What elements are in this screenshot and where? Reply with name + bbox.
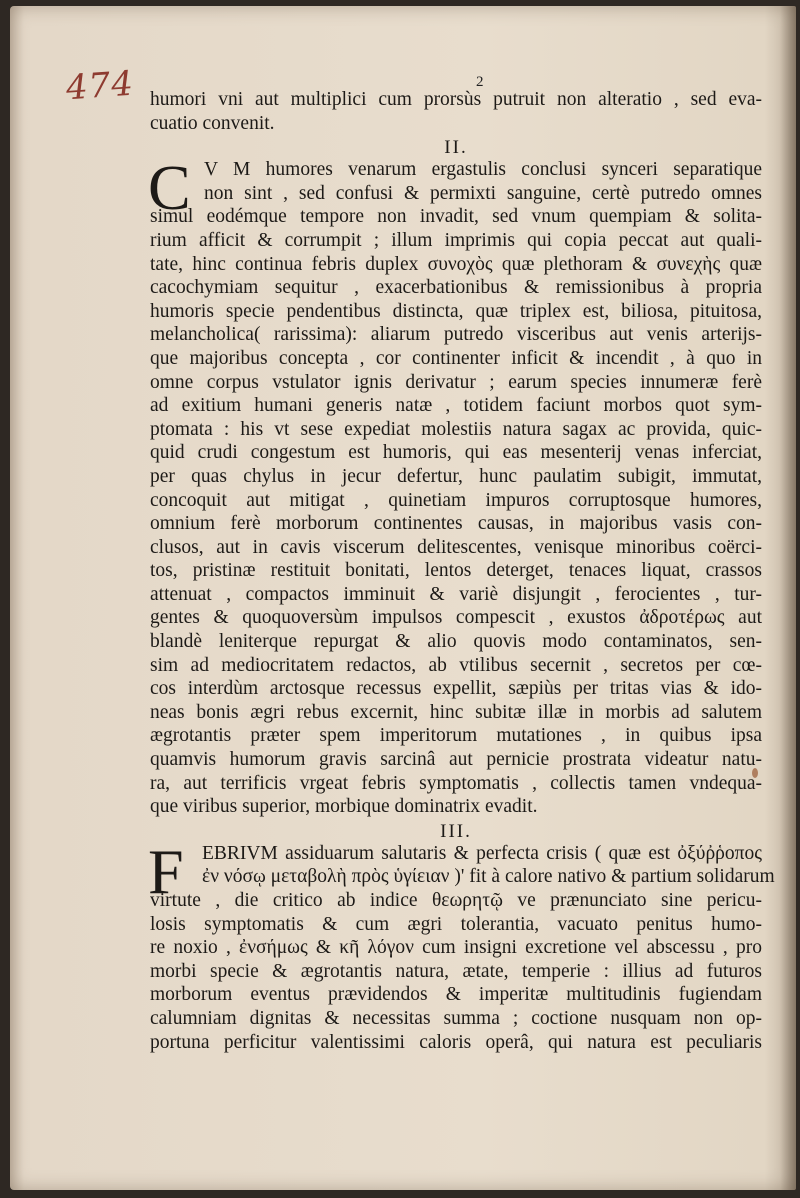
text-line: tate, hinc continua febris duplex συνοχὸς quæ plethoram & συνεχὴς quæ (150, 253, 762, 275)
text-line: portuna perficitur valentissimi caloris operâ, qui natura est peculiaris (150, 1031, 762, 1053)
text-line: quid crudi congestum est humoris, qui eas mesenterij venas inferciat, (150, 442, 762, 464)
text-line: virtute , die critico ab indice θεωρητῷ ve prænunciato sine pericu- (150, 890, 762, 911)
section-ii (148, 152, 762, 819)
text-line: cacochymiam sequitur , exacerbationibus & remissionibus à propria (150, 277, 762, 299)
text-line: que viribus superior, morbique dominatrix evadit. (150, 796, 538, 818)
text-line: que majoribus concepta , cor continenter inficit & incendit , à quo in (150, 347, 762, 369)
text-line: clusos, aut in cavis viscerum delitescentes, venisque minoribus coërci- (150, 536, 762, 558)
text-line: losis symptomatis & cum ægri tolerantia, vacuato penitus humo- (150, 913, 762, 935)
text-line: neas bonis ægri rebus excernit, hinc subitæ illæ in morbis ad salutem (150, 701, 762, 723)
text-line: attenuat , compactos imminuit & variè disjungit , ferocientes , tur- (150, 583, 762, 605)
text-line: ad exitium humani generis natæ , totidem faciunt morbos quot sym- (150, 395, 762, 417)
text-line: cos interdùm arctosque recessus expellit, sæpiùs per tritas vias & ido- (150, 678, 762, 700)
section-iii-paragraph (148, 835, 775, 1054)
text-line: omnium ferè morborum continentes causas, in majoribus vasis con- (150, 513, 762, 535)
section-heading-iii: III. (440, 820, 472, 842)
dropcap-f: F (148, 835, 184, 907)
text-line: cuatio convenit. (150, 112, 275, 134)
text-line: gentes & quoquoversùm impulsos compescit , exustos ἀδροτέρως aut (150, 607, 762, 629)
text-line: ra, aut terrificis vrgeat febris symptomatis , collectis tamen vndequa- (150, 772, 762, 794)
text-line: concoquit aut mitigat , quinetiam impuros corruptosque humores, (150, 489, 762, 511)
text-line: melancholica( rarissima): aliarum putredo visceribus aut venis arterijs- (150, 324, 762, 346)
text-line: blandè leniterque repurgat & alio quovis modo contaminatos, sen- (150, 631, 762, 653)
text-line: rium afficit & corrumpit ; illum imprimis qui copia peccat aut quali- (150, 229, 762, 251)
text-line: re noxio , ἐνσήμως & κῆ λόγον cum insigni excretione vel abscessu , pro (150, 937, 762, 959)
text-line: ægrotantis præter spem imperitorum mutationes , in quibus ipsa (150, 725, 762, 747)
text-line: morborum eventus prævidendos & imperitæ multitudinis fugiendam (150, 984, 762, 1006)
text-line: omne corpus vstulator ignis derivatur ; earum species innumeræ ferè (150, 371, 762, 393)
body-text (148, 88, 775, 1054)
text-line: tos, pristinæ restituit bonitati, lentos deterget, tenaces liquat, crassos (150, 560, 762, 582)
text-line: calumniam dignitas & necessitas summa ; coctione nusquam non op- (150, 1007, 762, 1029)
text-line: humoris specie pendentibus distincta, quæ triplex est, biliosa, pituitosa, (150, 300, 762, 322)
text-line: non sint , sed confusi & permixti sanguine, certè putredo omnes (204, 182, 762, 204)
section-iii (148, 835, 775, 1054)
text-line: simul eodémque tempore non invadit, sed vnum quempiam & solita- (150, 206, 762, 228)
text-line: ptomata : his vt sese expediat molestiis natura sagax ac provida, quic- (150, 418, 762, 440)
text-line: quamvis humorum gravis sarcinâ aut pernicie prostrata videatur natu- (150, 749, 762, 771)
text-line: EBRIVM assiduarum salutaris & perfecta crisis ( quæ est ὀξύῤῥοπος (202, 842, 762, 864)
section-ii-paragraph (148, 152, 762, 819)
handwritten-folio-number: 474 (64, 63, 136, 109)
signature-mark: 2 (476, 74, 484, 90)
text-line: sim ad mediocritatem redactos, ab vtilibus secernit , secretos per cœ- (150, 654, 762, 676)
text-line: ἐν νόσῳ μεταβολὴ πρὸς ὑγίειαν )' fit à calore nativo & partium solidarum (202, 866, 775, 888)
intro-paragraph (150, 88, 762, 135)
text-line: per quas chylus in jecur defertur, hunc paulatim subigit, immutat, (150, 465, 762, 487)
dropcap-c: C (148, 152, 191, 224)
text-line: morbi specie & ægrotantis natura, ætate, temperie : illius ad futuros (150, 960, 762, 982)
text-line: humori vni aut multiplici cum prorsùs putruit non alteratio , sed eva- (150, 89, 762, 110)
text-line: V M humores venarum ergastulis conclusi synceri separatique (204, 159, 762, 181)
section-heading-ii: II. (444, 137, 468, 159)
